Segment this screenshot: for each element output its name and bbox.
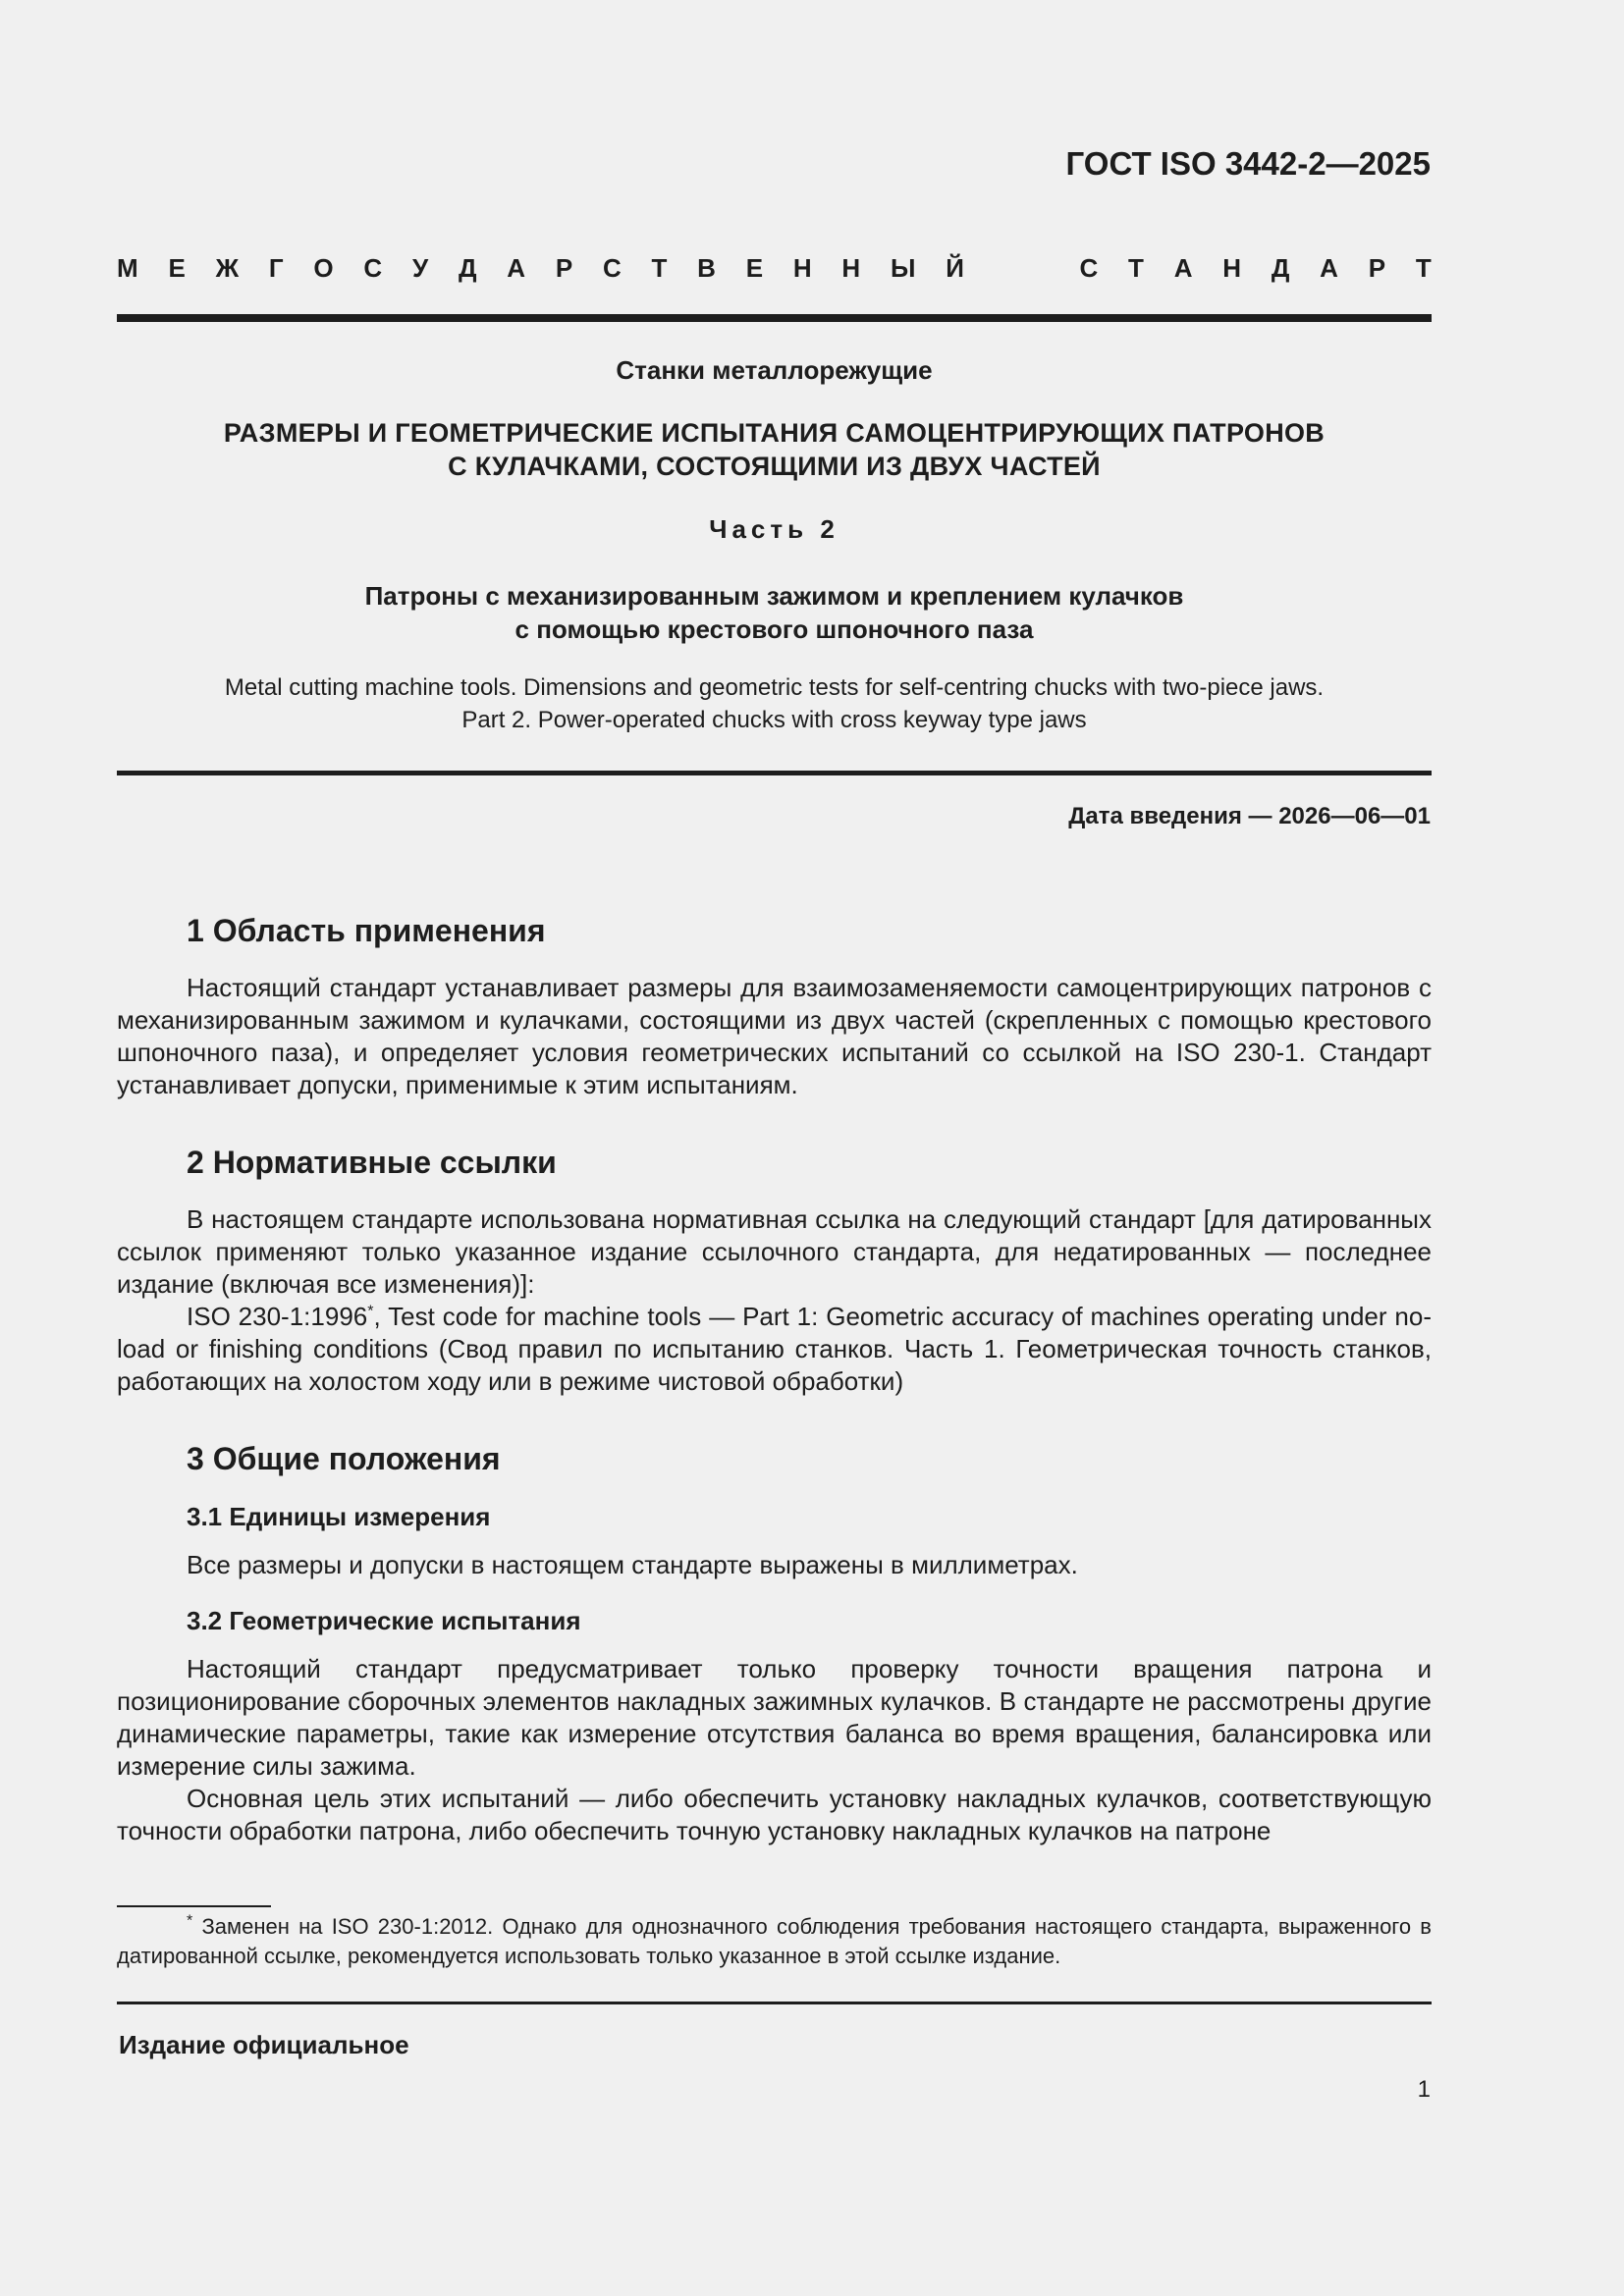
standard-type-letter: Д	[458, 253, 477, 283]
effective-date: Дата введения — 2026—06—01	[1068, 803, 1431, 829]
main-title-line-2: С КУЛАЧКАМИ, СОСТОЯЩИМИ ИЗ ДВУХ ЧАСТЕЙ	[448, 452, 1101, 481]
sub-title-line-1: Патроны с механизированным зажимом и креплением кулачков	[364, 581, 1184, 611]
subsection-3-2-body	[117, 1653, 1432, 1847]
part-title: Часть 2	[709, 514, 839, 544]
standard-type-letter: С	[1079, 253, 1099, 283]
subsection-3-1-heading: 3.1 Единицы измерения	[187, 1502, 491, 1531]
standard-type-letter: Е	[168, 253, 186, 283]
standard-type-letter: М	[117, 253, 138, 283]
document-number: ГОСТ ISO 3442-2—2025	[1065, 145, 1431, 182]
standard-type-letter: Р	[1368, 253, 1386, 283]
subsection-3-2-heading: 3.2 Геометрические испытания	[187, 1606, 581, 1635]
standard-type-letter: Г	[268, 253, 284, 283]
section-1-paragraph: Настоящий стандарт устанавливает размеры для взаимозаменяемости самоцентрирующих патронов с механизированным зажимом и кулачками, состоящими из двух частей (скрепленных с помощью крестового шпоночного паза), и определяет условия геометрических испытаний со ссылкой на ISO 230-1. Стандарт устанавливает допуски, применимые к этим испытаниям.	[117, 973, 1432, 1099]
standard-type-letter: Д	[1271, 253, 1290, 283]
standard-type-letter: Т	[651, 253, 668, 283]
standard-type-letter: В	[697, 253, 716, 283]
footnote-rule	[117, 1905, 271, 1907]
standard-type-letter: Т	[1128, 253, 1144, 283]
normative-reference	[117, 1301, 1432, 1398]
standard-type-letter: Т	[1415, 253, 1432, 283]
section-2-heading: 2 Нормативные ссылки	[187, 1145, 557, 1180]
main-title-line-1: РАЗМЕРЫ И ГЕОМЕТРИЧЕСКИЕ ИСПЫТАНИЯ САМОЦЕНТРИРУЮЩИХ ПАТРОНОВ	[223, 418, 1326, 448]
reference-code: ISO 230-1:1996	[187, 1302, 368, 1331]
title-rule	[117, 771, 1432, 775]
subsection-3-1-body	[117, 1549, 1432, 1581]
standard-type-letter: А	[507, 253, 526, 283]
main-title	[117, 416, 1432, 483]
sub-title-line-2: с помощью крестового шпоночного паза	[514, 614, 1034, 644]
standard-type-letter: Е	[745, 253, 764, 283]
page-number: 1	[1417, 2076, 1431, 2103]
english-title-line-1: Metal cutting machine tools. Dimensions and geometric tests for self-centring chucks with two-piece jaws.	[224, 674, 1325, 701]
standard-type-letter: С	[602, 253, 622, 283]
standard-type-letter: С	[363, 253, 383, 283]
reference-title: , Test code for machine tools — Part 1: Geometric accuracy of machines operating under no-load or finishing conditions (Свод правил по испытанию станков. Часть 1. Геометрическая точность станков, работающих на холостом ходу или в режиме чистовой обработки)	[117, 1302, 1432, 1396]
standard-type-letter: Ы	[890, 253, 916, 283]
footnote-mark: *	[187, 1912, 193, 1930]
section-3-heading: 3 Общие положения	[187, 1441, 501, 1476]
footnote-marker: *	[367, 1303, 374, 1320]
subsection-3-2-paragraph-1: Настоящий стандарт предусматривает только проверку точности вращения патрона и позиционирование сборочных элементов накладных зажимных кулачков. В стандарте не рассмотрены другие динамические параметры, такие как измерение отсутствия баланса во время вращения, балансировка или измерение силы зажима.	[117, 1654, 1432, 1781]
standard-type-word-gap	[995, 253, 1050, 284]
standard-type-letter: Н	[792, 253, 812, 283]
footnote	[117, 1912, 1432, 1971]
group-title: Станки металлорежущие	[616, 355, 933, 385]
standard-type-letter: Р	[555, 253, 573, 283]
standard-type	[117, 253, 1432, 284]
section-2-paragraph: В настоящем стандарте использована нормативная ссылка на следующий стандарт [для датированных ссылок применяют только указанное издание ссылочного стандарта, для недатированных — последнее издание (включая все изменения)]:	[117, 1204, 1432, 1299]
standard-type-letter: Н	[841, 253, 861, 283]
sub-title	[117, 579, 1432, 646]
header-rule	[117, 314, 1432, 322]
subsection-3-1-paragraph: Все размеры и допуски в настоящем стандарте выражены в миллиметрах.	[187, 1550, 1078, 1579]
standard-type-letter: Ж	[215, 253, 240, 283]
section-1-body	[117, 972, 1432, 1101]
standard-type-letter: Й	[946, 253, 964, 283]
standard-type-letter: У	[411, 253, 429, 283]
edition-label: Издание официальное	[119, 2030, 409, 2059]
english-title	[117, 671, 1432, 736]
english-title-line-2: Part 2. Power-operated chucks with cross keyway type jaws	[461, 707, 1087, 733]
standard-type-letter: А	[1320, 253, 1338, 283]
standard-type-letter: Н	[1222, 253, 1242, 283]
footer-rule	[117, 2002, 1432, 2004]
standard-type-letter: О	[313, 253, 334, 283]
footnote-text: Заменен на ISO 230-1:2012. Однако для однозначного соблюдения требования настоящего стандарта, выраженного в датированной ссылке, рекомендуется использовать только указанное в этой ссылке издание.	[117, 1914, 1432, 1968]
standard-type-letter: А	[1173, 253, 1193, 283]
section-2-body	[117, 1203, 1432, 1398]
subsection-3-2-paragraph-2: Основная цель этих испытаний — либо обеспечить установку накладных кулачков, соответствующую точности обработки патрона, либо обеспечить точную установку накладных кулачков на патроне	[117, 1784, 1432, 1845]
section-1-heading: 1 Область применения	[187, 913, 546, 948]
